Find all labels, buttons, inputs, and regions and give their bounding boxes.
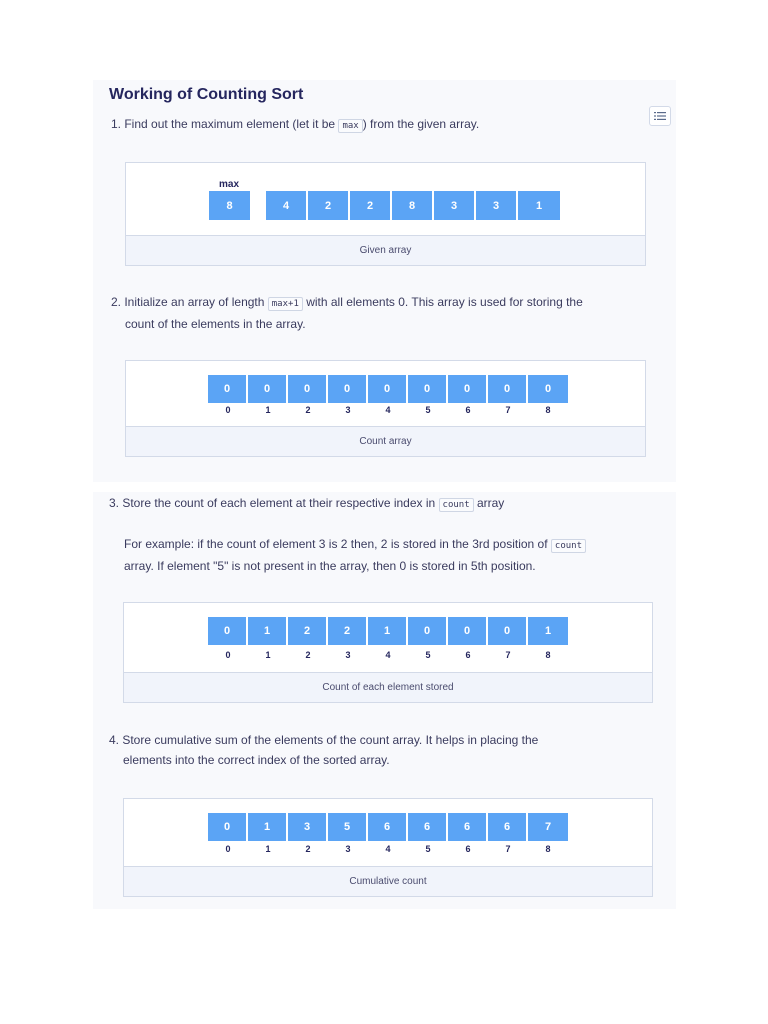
array-cell: 6 bbox=[488, 813, 528, 841]
array-index-label: 0 bbox=[225, 844, 231, 854]
array-index-label: 4 bbox=[385, 405, 391, 415]
array-cell: 0 bbox=[408, 617, 448, 645]
array-index-label: 0 bbox=[225, 650, 231, 660]
array-index-label: 1 bbox=[265, 650, 271, 660]
array-cell: 1 bbox=[528, 617, 568, 645]
figure-count-stored bbox=[123, 602, 653, 703]
array-cell: 4 bbox=[266, 191, 308, 220]
array-index-label: 7 bbox=[505, 405, 511, 415]
array-cell: 0 bbox=[248, 375, 288, 403]
array-index-label: 1 bbox=[265, 405, 271, 415]
array-index-label: 8 bbox=[545, 405, 551, 415]
max-label: max bbox=[219, 179, 240, 190]
array-index-label: 8 bbox=[545, 650, 551, 660]
figure-caption: Count array bbox=[126, 426, 645, 456]
code-max: max bbox=[338, 119, 362, 133]
array-index-label: 6 bbox=[465, 844, 471, 854]
array-cell: 3 bbox=[476, 191, 518, 220]
array-index-label: 3 bbox=[345, 650, 351, 660]
array-cell: 0 bbox=[408, 375, 448, 403]
step-3-text: 3. Store the count of each element at their respective index in count array bbox=[109, 496, 505, 510]
count-array-cells bbox=[208, 375, 568, 403]
figure-caption: Given array bbox=[126, 235, 645, 265]
array-cell: 0 bbox=[488, 617, 528, 645]
array-index-label: 7 bbox=[505, 650, 511, 660]
array-index-label: 4 bbox=[385, 650, 391, 660]
array-index-label: 5 bbox=[425, 844, 431, 854]
array-cell: 3 bbox=[288, 813, 328, 841]
count-array-indices bbox=[208, 405, 568, 415]
array-index-label: 0 bbox=[225, 405, 231, 415]
array-cell: 0 bbox=[488, 375, 528, 403]
code-count: count bbox=[551, 539, 586, 553]
figure-given-array bbox=[125, 162, 646, 266]
array-cell: 0 bbox=[328, 375, 368, 403]
array-cell: 1 bbox=[368, 617, 408, 645]
content-panel-bottom bbox=[93, 492, 676, 909]
figure-caption: Count of each element stored bbox=[124, 672, 652, 702]
given-array-cells bbox=[266, 191, 560, 220]
array-index-label: 5 bbox=[425, 650, 431, 660]
array-index-label: 8 bbox=[545, 844, 551, 854]
section-heading: Working of Counting Sort bbox=[109, 86, 304, 103]
array-cell: 1 bbox=[248, 617, 288, 645]
count-stored-indices bbox=[208, 650, 568, 660]
array-cell: 0 bbox=[208, 617, 248, 645]
array-index-label: 6 bbox=[465, 405, 471, 415]
array-cell: 6 bbox=[368, 813, 408, 841]
array-cell: 0 bbox=[208, 375, 248, 403]
toc-button[interactable] bbox=[649, 106, 671, 126]
code-count: count bbox=[439, 498, 474, 512]
array-cell: 2 bbox=[350, 191, 392, 220]
array-index-label: 1 bbox=[265, 844, 271, 854]
array-index-label: 5 bbox=[425, 405, 431, 415]
array-cell: 0 bbox=[208, 813, 248, 841]
array-cell: 1 bbox=[518, 191, 560, 220]
array-index-label: 2 bbox=[305, 405, 311, 415]
array-cell: 0 bbox=[528, 375, 568, 403]
array-cell: 0 bbox=[288, 375, 328, 403]
list-icon bbox=[654, 111, 666, 121]
array-index-label: 2 bbox=[305, 650, 311, 660]
cumulative-indices bbox=[208, 844, 568, 854]
figure-caption: Cumulative count bbox=[124, 866, 652, 896]
array-cell: 0 bbox=[448, 375, 488, 403]
count-stored-cells bbox=[208, 617, 568, 645]
code-max-plus-1: max+1 bbox=[268, 297, 303, 311]
array-cell: 6 bbox=[448, 813, 488, 841]
array-index-label: 6 bbox=[465, 650, 471, 660]
array-cell: 8 bbox=[392, 191, 434, 220]
array-index-label: 4 bbox=[385, 844, 391, 854]
array-cell: 0 bbox=[368, 375, 408, 403]
array-cell: 2 bbox=[288, 617, 328, 645]
array-index-label: 3 bbox=[345, 405, 351, 415]
array-cell: 2 bbox=[328, 617, 368, 645]
content-panel-top bbox=[93, 80, 676, 482]
step-2-text: 2. Initialize an array of length max+1 with all elements 0. This array is used for storing the count of the elements in the array. bbox=[111, 295, 583, 331]
array-index-label: 7 bbox=[505, 844, 511, 854]
array-cell: 2 bbox=[308, 191, 350, 220]
max-cell: 8 bbox=[209, 191, 250, 220]
array-index-label: 2 bbox=[305, 844, 311, 854]
array-index-label: 3 bbox=[345, 844, 351, 854]
cumulative-cells bbox=[208, 813, 568, 841]
array-cell: 6 bbox=[408, 813, 448, 841]
step-4-text: 4. Store cumulative sum of the elements of the count array. It helps in placing the elements into the correct index of the sorted array. bbox=[109, 733, 539, 767]
array-cell: 3 bbox=[434, 191, 476, 220]
figure-cumulative-count bbox=[123, 798, 653, 897]
step-1-text: 1. Find out the maximum element (let it be max ) from the given array. bbox=[111, 117, 480, 131]
array-cell: 0 bbox=[448, 617, 488, 645]
array-cell: 5 bbox=[328, 813, 368, 841]
figure-count-array bbox=[125, 360, 646, 457]
array-cell: 1 bbox=[248, 813, 288, 841]
array-cell: 7 bbox=[528, 813, 568, 841]
step-3-example-text: For example: if the count of element 3 is 2 then, 2 is stored in the 3rd position of count array. If element "5" is not present in the array, then 0 is stored in 5th position. bbox=[124, 534, 586, 576]
